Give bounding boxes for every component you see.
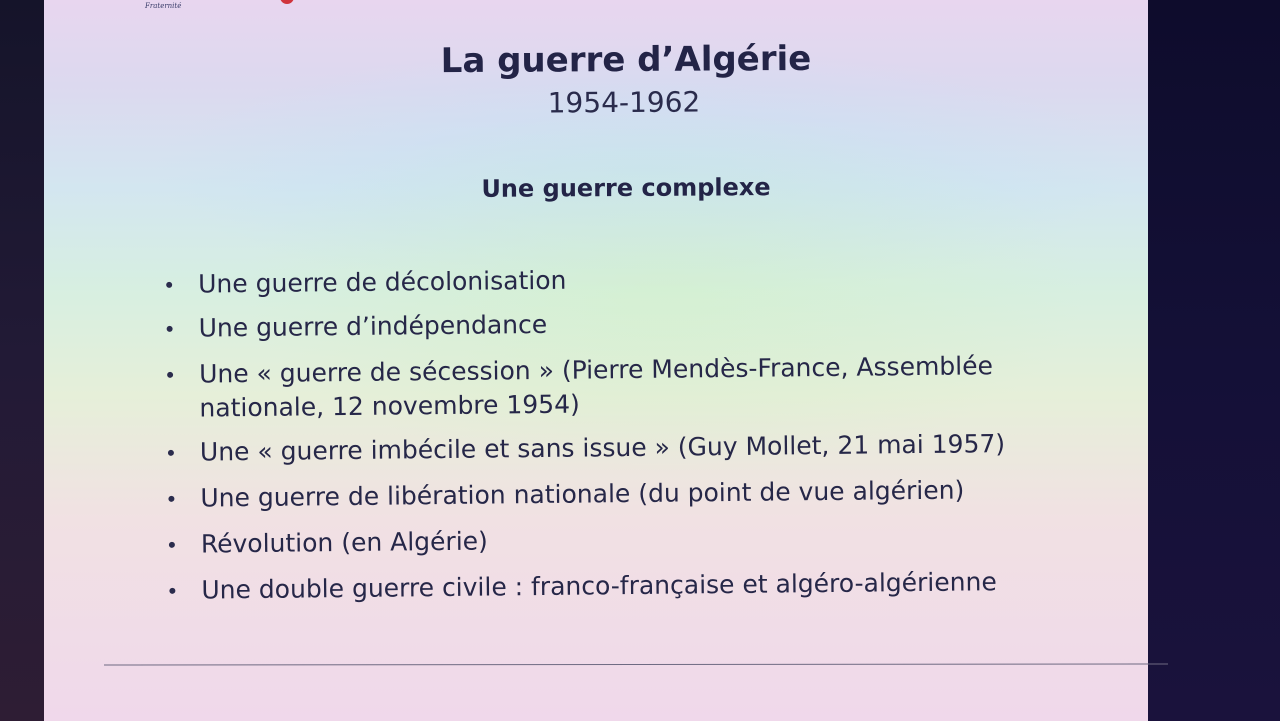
bullet-dot-icon <box>167 372 173 378</box>
bullet-item <box>154 259 1054 302</box>
logo-motto: Fraternité <box>145 2 182 10</box>
bullet-item <box>155 349 1056 426</box>
slide-title: La guerre d’Algérie <box>440 38 812 82</box>
bullet-item <box>156 473 1056 516</box>
bullet-text: Une double guerre civile : franco-française et algéro-algérienne <box>201 567 997 605</box>
bullet-text: Une « guerre de sécession » (Pierre Mendès-France, Assemblée nationale, 12 novembre 1954) <box>198 351 994 423</box>
slide-years: 1954-1962 <box>547 85 701 120</box>
bullet-dot-icon <box>166 282 172 288</box>
bullet-list <box>154 259 1058 620</box>
bullet-dot-icon <box>168 450 174 456</box>
bullet-dot-icon <box>169 588 175 594</box>
bullet-text: Révolution (en Algérie) <box>200 526 488 559</box>
bullet-text: Une guerre d’indépendance <box>198 309 548 343</box>
bullet-dot-icon <box>167 326 173 332</box>
slide-subtitle: Une guerre complexe <box>481 173 771 203</box>
bullet-item <box>154 303 1054 346</box>
bullet-text: Une « guerre imbécile et sans issue » (Guy Mollet, 21 mai 1957) <box>199 429 1006 467</box>
bullet-dot-icon <box>168 496 174 502</box>
bullet-dot-icon <box>169 542 175 548</box>
footer-divider <box>104 664 1168 666</box>
bullet-item <box>156 427 1056 470</box>
bullet-item <box>157 519 1057 562</box>
presentation-slide <box>44 0 1148 721</box>
bullet-text: Une guerre de décolonisation <box>198 265 567 299</box>
bullet-item <box>157 565 1057 608</box>
bullet-text: Une guerre de libération nationale (du point de vue algérien) <box>200 475 965 513</box>
logo-mark-icon <box>280 0 294 4</box>
